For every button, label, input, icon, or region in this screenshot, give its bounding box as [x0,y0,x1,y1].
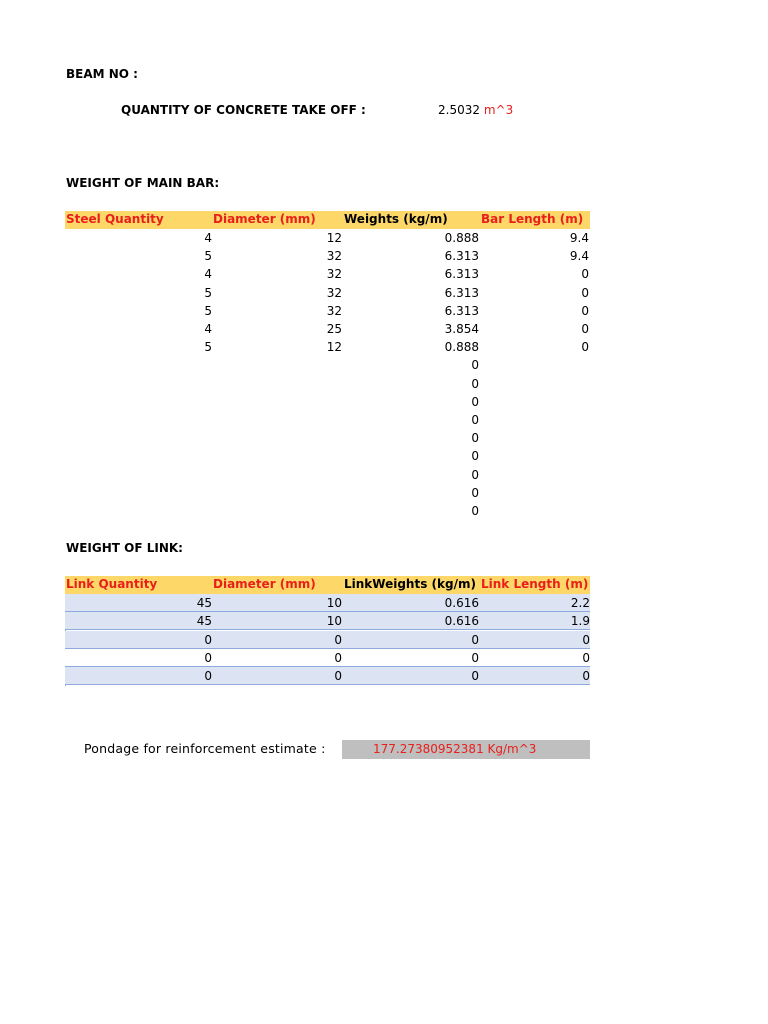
link-length-cell: 2.2 [570,596,590,610]
weight-cell: 6.313 [444,285,479,300]
link-diameter-cell: 0 [334,650,342,665]
main-bar-header-row [65,211,590,229]
diameter-cell: 32 [326,249,342,264]
weight-cell: 0 [471,376,479,391]
weight-cell: 0 [471,413,479,427]
poundage-label: Pondage for reinforcement estimate : [84,741,326,756]
poundage-value: 177.27380952381 Kg/m^3 [373,742,537,756]
link-diameter-cell: 10 [326,596,342,610]
bar-length-cell: 0 [581,303,589,318]
weight-cell: 6.313 [444,303,479,318]
weight-cell: 0 [471,449,479,464]
link-header-row [65,576,590,594]
concrete-unit: m^3 [483,103,514,117]
link-length-cell: 0 [582,669,590,684]
link-quantity-cell: 0 [204,669,212,684]
link-weight-cell: 0 [471,650,479,665]
link-quantity-cell: 45 [196,596,212,610]
weight-cell: 0.888 [444,231,479,245]
beam-no-label: BEAM NO : [66,67,138,81]
weight-cell: 0 [471,504,479,518]
poundage-value-box [342,740,590,759]
diameter-cell: 25 [326,322,342,336]
steel-quantity-cell: 5 [204,340,212,355]
link-quantity-cell: 0 [204,650,212,665]
steel-quantity-cell: 4 [204,322,212,336]
diameter-cell: 32 [326,303,342,318]
steel-quantity-cell: 5 [204,249,212,264]
weight-cell: 0 [471,358,479,373]
header-weights: Weights (kg/m) [344,212,448,226]
link-weight-cell: 0 [471,669,479,684]
diameter-cell: 12 [326,231,342,245]
weight-cell: 0 [471,431,479,446]
link-weight-cell: 0.616 [444,596,479,610]
link-quantity-cell: 45 [196,614,212,629]
steel-quantity-cell: 5 [204,303,212,318]
main-bar-title: WEIGHT OF MAIN BAR: [66,176,220,190]
bar-length-cell: 9.4 [569,231,589,245]
link-diameter-cell: 0 [334,669,342,684]
link-weight-cell: 0.616 [444,614,479,629]
link-length-cell: 0 [582,650,590,665]
steel-quantity-cell: 4 [204,231,212,245]
header-steel-quantity: Steel Quantity [66,212,164,226]
weight-cell: 3.854 [444,322,479,336]
link-title: WEIGHT OF LINK: [66,541,183,555]
link-diameter-cell: 0 [334,632,342,647]
header-link-weights: LinkWeights (kg/m) [344,577,476,591]
diameter-cell: 32 [326,267,342,282]
bar-length-cell: 0 [581,267,589,282]
header-bar-length: Bar Length (m) [481,212,584,226]
concrete-value: 2.5032 [438,103,480,117]
weight-cell: 0 [471,394,479,409]
link-weight-cell: 0 [471,632,479,647]
concrete-quantity-label: QUANTITY OF CONCRETE TAKE OFF : [121,103,366,117]
steel-quantity-cell: 5 [204,285,212,300]
bar-length-cell: 9.4 [569,249,589,264]
header-link-length: Link Length (m) [481,577,589,591]
weight-cell: 6.313 [444,249,479,264]
weight-cell: 0 [471,467,479,482]
diameter-cell: 32 [326,285,342,300]
bar-length-cell: 0 [581,285,589,300]
weight-cell: 0.888 [444,340,479,355]
link-diameter-cell: 10 [326,614,342,629]
header-diameter: Diameter (mm) [213,212,316,226]
bar-length-cell: 0 [581,340,589,355]
weight-cell: 0 [471,485,479,500]
link-quantity-cell: 0 [204,632,212,647]
diameter-cell: 12 [326,340,342,355]
header-link-quantity: Link Quantity [66,577,158,591]
link-length-cell: 1.9 [570,614,590,629]
weight-cell: 6.313 [444,267,479,282]
header-link-diameter: Diameter (mm) [213,577,316,591]
link-length-cell: 0 [582,632,590,647]
bar-length-cell: 0 [581,322,589,336]
steel-quantity-cell: 4 [204,267,212,282]
concrete-quantity-value [438,103,513,117]
